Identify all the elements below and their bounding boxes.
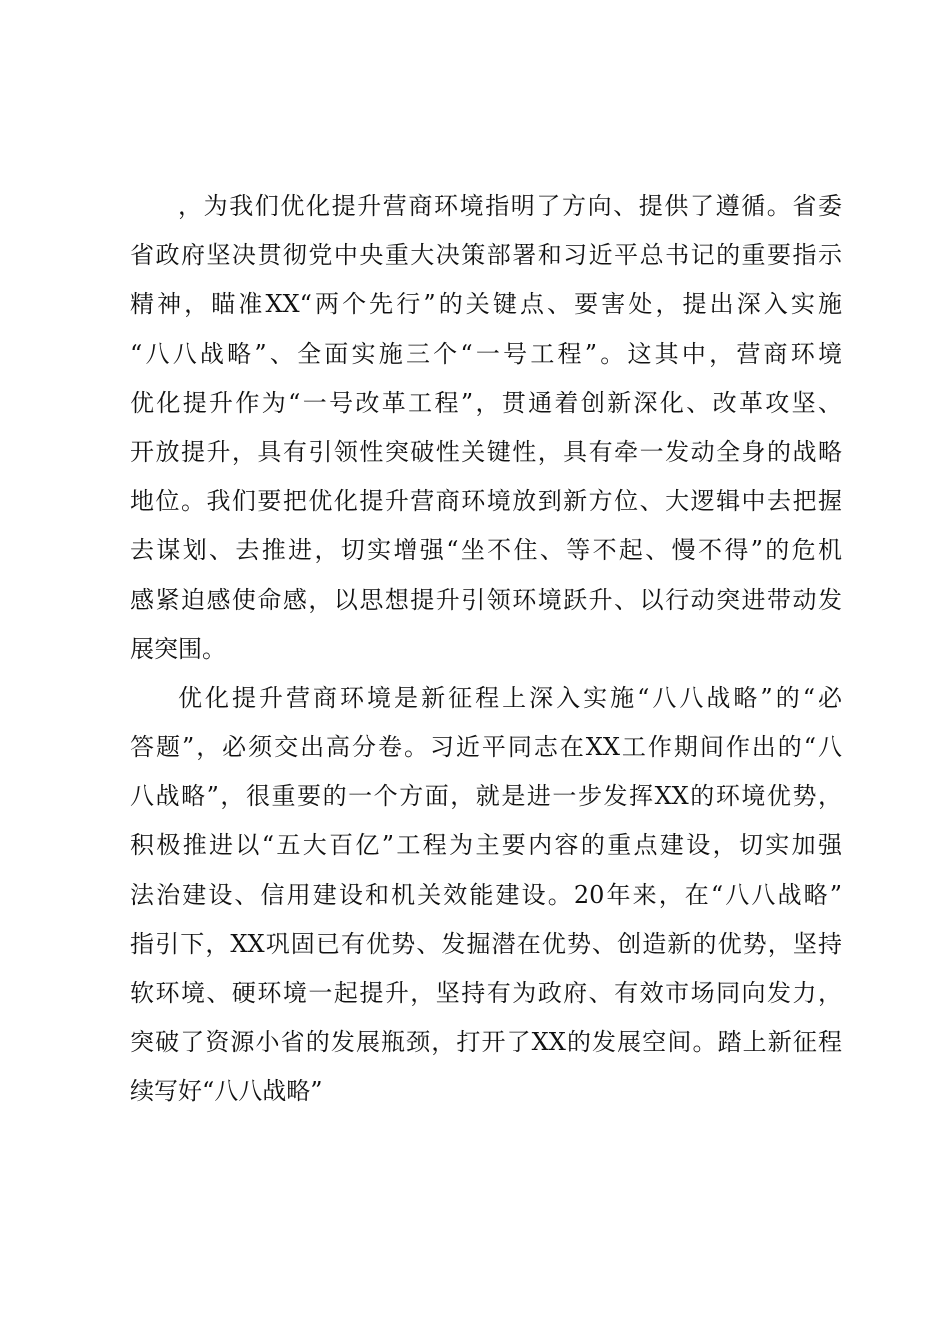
paragraph-2-line-5: 法治建设、信用建设和机关效能建设。20年来，在“八八战略” — [130, 880, 842, 909]
paragraph-2-line-7: 软环境、硬环境一起提升，坚持有为政府、有效市场同向发力， — [130, 979, 842, 1007]
paragraph-1-line-7: 地位。我们要把优化提升营商环境放到新方位、大逻辑中去把握 — [130, 487, 842, 516]
paragraph-1-line-2: 省政府坚决贯彻党中央重大决策部署和习近平总书记的重要指示 — [130, 241, 842, 270]
paragraph-1-line-6: 开放提升，具有引领性突破性关键性，具有牵一发动全身的战略 — [130, 437, 842, 466]
paragraph-2-line-2: 答题”，必须交出高分卷。习近平同志在XX工作期间作出的“八 — [130, 733, 842, 762]
paragraph-1-line-8: 去谋划、去推进，切实增强“坐不住、等不起、慢不得”的危机 — [130, 536, 842, 565]
paragraph-1-line-10: 展突围。 — [130, 634, 226, 663]
paragraph-2-line-6: 指引下，XX巩固已有优势、发掘潜在优势、创造新的优势，坚持 — [130, 929, 842, 958]
body-text — [130, 182, 842, 1117]
paragraph-2-line-1: 优化提升营商环境是新征程上深入实施“八八战略”的“必 — [178, 683, 842, 712]
paragraph-1-line-1: ，为我们优化提升营商环境指明了方向、提供了遵循。省委 — [178, 192, 842, 220]
paragraph-2-line-4: 积极推进以“五大百亿”工程为主要内容的重点建设，切实加强 — [130, 831, 842, 860]
paragraph-1-line-9: 感紧迫感使命感，以思想提升引领环境跃升、以行动突进带动发 — [130, 585, 842, 614]
paragraph-1-line-4: “八八战略”、全面实施三个“一号工程”。这其中，营商环境 — [130, 339, 842, 368]
paragraph-1-line-3: 精神，瞄准XX“两个先行”的关键点、要害处，提出深入实施 — [130, 290, 842, 319]
paragraph-1-line-5: 优化提升作为“一号改革工程”，贯通着创新深化、改革攻坚、 — [130, 388, 842, 417]
paragraph-2-line-3: 八战略”，很重要的一个方面，就是进一步发挥XX的环境优势， — [130, 782, 842, 811]
paragraph-2-line-9: 续写好“八八战略” — [130, 1077, 323, 1106]
paragraph-2-line-8: 突破了资源小省的发展瓶颈，打开了XX的发展空间。踏上新征程 — [130, 1028, 842, 1057]
